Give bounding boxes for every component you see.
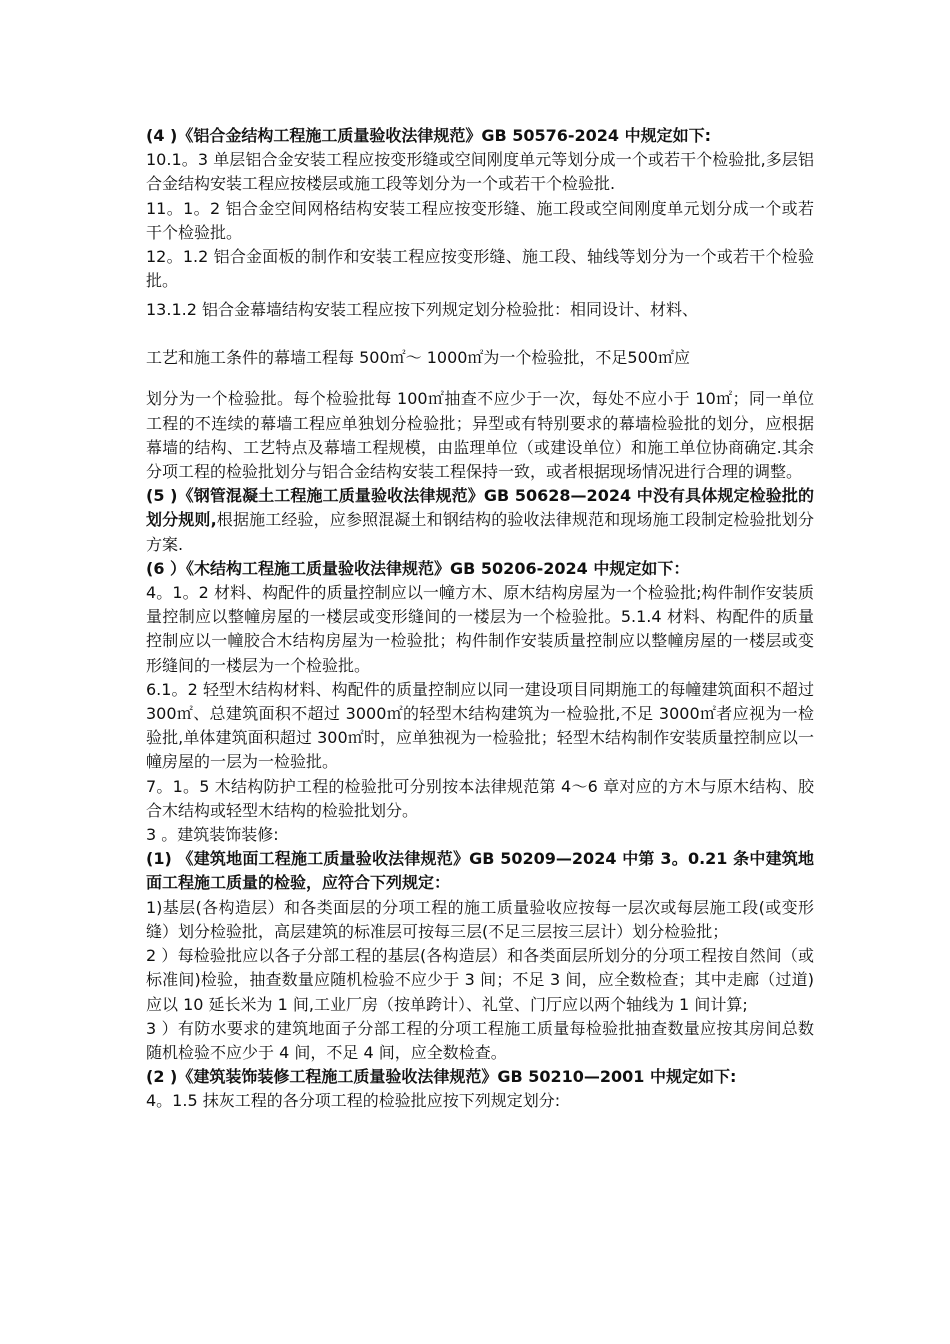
heading-timber-spec: (6 ）《木结构工程施工质量验收法律规范》GB 50206-2024 中规定如下： xyxy=(146,558,690,578)
clause-13-1-2-line2: 工艺和施工条件的幕墙工程每 500㎡～ 1000㎡为一个检验批，不足500㎡应 xyxy=(146,348,690,368)
heading-decoration-spec xyxy=(146,1065,814,1089)
clause-10-1-3: 10.1。3 单层铝合金安装工程应按变形缝或空间刚度单元等划分成一个或若干个检验批,多层铝合金结构安装工程应按楼层或施工段等划分为一个或若干个检验批. xyxy=(146,150,814,194)
document-page xyxy=(146,124,814,1114)
decoration-spec-bold: (2 )《建筑装饰装修工程施工质量验收法律规范》 xyxy=(146,1067,498,1087)
clause-13-1-2-line1: 13.1.2 铝合金幕墙结构安装工程应按下列规定划分检验批：相同设计、材料、 xyxy=(146,300,698,320)
clause-13-1-2-body: 划分为一个检验批。每个检验批每 100㎡抽查不应少于一次，每处不应小于 10㎡；同一单位工程的不连续的幕墙工程应单独划分检验批；异型或有特别要求的幕墙检验批的划分，应根据幕墙的结构、工艺特点及幕墙工程规模，由监理单位（或建设单位）和施工单位协商确定.其余分项工程的检验批划分与铝合金结构安装工程保持一致，或者根据现场情况进行合理的调整。 xyxy=(146,389,814,482)
decoration-spec-tail: GB 50210—2001 中规定如下: xyxy=(497,1067,737,1087)
clause-12-1-2: 12。1.2 铝合金面板的制作和安装工程应按变形缝、施工段、轴线等划分为一个或若干个检验批。 xyxy=(146,247,814,291)
floor-rule-1: 1)基层(各构造层）和各类面层的分项工程的施工质量验收应按每一层次或每层施工段(或变形缝）划分检验批，高层建筑的标准层可按每三层(不足三层按三层计）划分检验批； xyxy=(146,897,814,941)
clause-7-1-5: 7。1。5 木结构防护工程的检验批可分别按本法律规范第 4～6 章对应的方木与原木结构、胶合木结构或轻型木结构的检验批划分。 xyxy=(146,776,814,820)
steel-tube-spec-tail: 根据施工经验，应参照混凝土和钢结构的验收法律规范和现场施工段制定检验批划分方案. xyxy=(146,510,814,554)
heading-steel-tube-spec xyxy=(146,484,814,557)
steel-tube-spec-bold: (5 )《钢管混凝土工程施工质量验收法律规范》GB 50628—2024 中没有具体规定检验批的划分规则, xyxy=(146,486,814,530)
clause-4-1-2: 4。1。2 材料、构配件的质量控制应以一幢方木、原木结构房屋为一个检验批;构件制作安装质量控制应以整幢房屋的一楼层或变形缝间的一楼层为一个检验批。5.1.4 材料、构配件的质量控制应以一幢胶合木结构房屋为一检验批；构件制作安装质量控制应以整幢房屋的一楼层或变形缝间的一楼层为一个检验批。 xyxy=(146,583,814,675)
floor-rule-2: 2 ）每检验批应以各子分部工程的基层(各构造层）和各类面层所划分的分项工程按自然间（或标准间)检验，抽查数量应随机检验不应少于 3 间；不足 3 间，应全数检查；其中走廊（过道)应以 10 延长米为 1 间,工业厂房（按单跨计）、礼堂、门厅应以两个轴线为 1 间计算; xyxy=(146,946,814,1014)
section-decoration: 3 。建筑装饰装修: xyxy=(146,825,279,845)
clause-11-1-2: 11。1。2 铝合金空间网格结构安装工程应按变形缝、施工段或空间刚度单元划分成一个或若干个检验批。 xyxy=(146,198,814,242)
floor-rule-3: 3 ）有防水要求的建筑地面子分部工程的分项工程施工质量每检验批抽查数量应按其房间总数随机检验不应少于 4 间，不足 4 间，应全数检查。 xyxy=(146,1018,814,1062)
heading-floor-spec: (1) 《建筑地面工程施工质量验收法律规范》GB 50209—2024 中第 3。0.21 条中建筑地面工程施工质量的检验，应符合下列规定： xyxy=(146,849,814,893)
heading-aluminum-spec: (4 )《铝合金结构工程施工质量验收法律规范》GB 50576-2024 中规定如下: xyxy=(146,126,712,145)
clause-6-1-2: 6.1。2 轻型木结构材料、构配件的质量控制应以同一建设项目同期施工的每幢建筑面积不超过 300㎡、总建筑面积不超过 3000㎡的轻型木结构建筑为一检验批,不足 3000㎡者应视为一检验批,单体建筑面积超过 300㎡时，应单独视为一检验批；轻型木结构制作安装质量控制应以一幢房屋的一层为一检验批。 xyxy=(146,679,814,772)
clause-4-1-5: 4。1.5 抹灰工程的各分项工程的检验批应按下列规定划分: xyxy=(146,1091,561,1111)
